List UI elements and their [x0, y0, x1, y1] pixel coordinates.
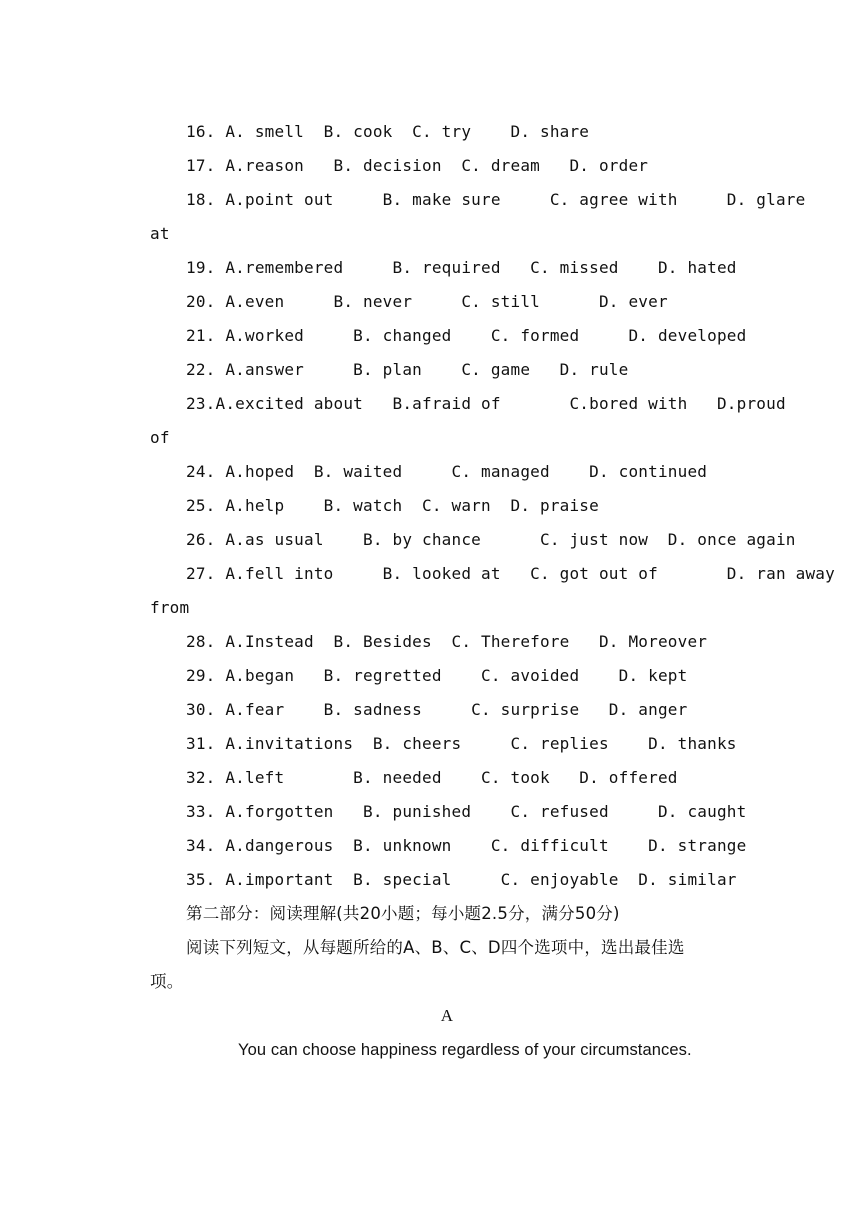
passage-first-sentence: You can choose happiness regardless of your circumstances. — [238, 1041, 692, 1059]
question-19: 19. A.remembered B. required C. missed D. hated — [186, 258, 737, 277]
question-30: 30. A.fear B. sadness C. surprise D. anger — [186, 700, 688, 719]
question-18: 18. A.point out B. make sure C. agree with D. glare — [186, 190, 806, 209]
question-16: 16. A. smell B. cook C. try D. share — [186, 122, 590, 141]
question-24: 24. A.hoped B. waited C. managed D. continued — [186, 462, 708, 481]
question-20: 20. A.even B. never C. still D. ever — [186, 292, 668, 311]
question-23: 23.A.excited about B.afraid of C.bored with D.proud — [186, 394, 786, 413]
question-25: 25. A.help B. watch C. warn D. praise — [186, 496, 599, 515]
question-23-continued: of — [150, 428, 170, 447]
section-instruction: 阅读下列短文，从每题所给的A、B、C、D四个选项中，选出最佳选 — [186, 938, 685, 957]
question-17: 17. A.reason B. decision C. dream D. order — [186, 156, 649, 175]
passage-label: A — [440, 1006, 454, 1025]
question-27: 27. A.fell into B. looked at C. got out of D. ran away — [186, 564, 835, 583]
section-heading: 第二部分：阅读理解(共20小题；每小题2.5分，满分50分) — [186, 904, 620, 923]
section-instruction-continued: 项。 — [150, 972, 184, 991]
question-33: 33. A.forgotten B. punished C. refused D. caught — [186, 802, 747, 821]
question-31: 31. A.invitations B. cheers C. replies D. thanks — [186, 734, 737, 753]
question-29: 29. A.began B. regretted C. avoided D. kept — [186, 666, 688, 685]
question-28: 28. A.Instead B. Besides C. Therefore D. Moreover — [186, 632, 708, 651]
question-22: 22. A.answer B. plan C. game D. rule — [186, 360, 629, 379]
question-27-continued: from — [150, 598, 190, 617]
question-21: 21. A.worked B. changed C. formed D. developed — [186, 326, 747, 345]
question-34: 34. A.dangerous B. unknown C. difficult D. strange — [186, 836, 747, 855]
question-35: 35. A.important B. special C. enjoyable D. similar — [186, 870, 737, 889]
question-32: 32. A.left B. needed C. took D. offered — [186, 768, 678, 787]
question-18-continued: at — [150, 224, 170, 243]
question-26: 26. A.as usual B. by chance C. just now D. once again — [186, 530, 796, 549]
